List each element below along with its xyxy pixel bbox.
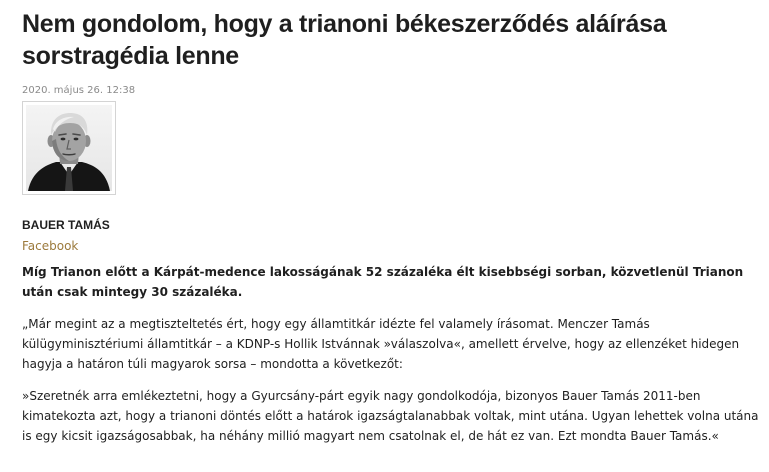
article-paragraph: „Már megint az a megtiszteltetés ért, hogy egy államtitkár idézte fel valamely írásomat. Menczer Tamás külügyminisztériumi államtitkár – a KDNP-s Hollik Istvánnak »válaszolva«, amellett érvelve, hogy az ellenzéket hidegen hagyja a határon túli magyarok sorsa – mondotta a következőt: bbox=[22, 317, 740, 371]
author-source-link[interactable]: Facebook bbox=[22, 239, 79, 253]
article-title: Nem gondolom, hogy a trianoni békeszerződés aláírása sorstragédia lenne bbox=[22, 10, 667, 70]
author-name: BAUER TAMÁS bbox=[22, 218, 110, 232]
author-portrait-icon bbox=[26, 105, 112, 191]
article-lead: Míg Trianon előtt a Kárpát-medence lakosságának 52 százaléka élt kisebbségi sorban, közvetlenül Trianon után csak mintegy 30 százaléka. bbox=[22, 265, 744, 299]
article-paragraph: »Szeretnék arra emlékeztetni, hogy a Gyurcsány-párt egyik nagy gondolkodója, bizonyos Bauer Tamás 2011-ben kimatekozta azt, hogy a trianoni döntés előtt a határok igazságtalanabbak voltak, mint utána. Ugyan lehettek volna utána is egy kicsit igazságosabbak, ha néhány millió magyart nem csatolnak el, de hát ez van. Ezt mondta Bauer Tamás.« bbox=[22, 389, 759, 443]
article bbox=[22, 8, 762, 446]
author-avatar bbox=[22, 101, 116, 195]
article-date: 2020. május 26. 12:38 bbox=[22, 85, 136, 96]
